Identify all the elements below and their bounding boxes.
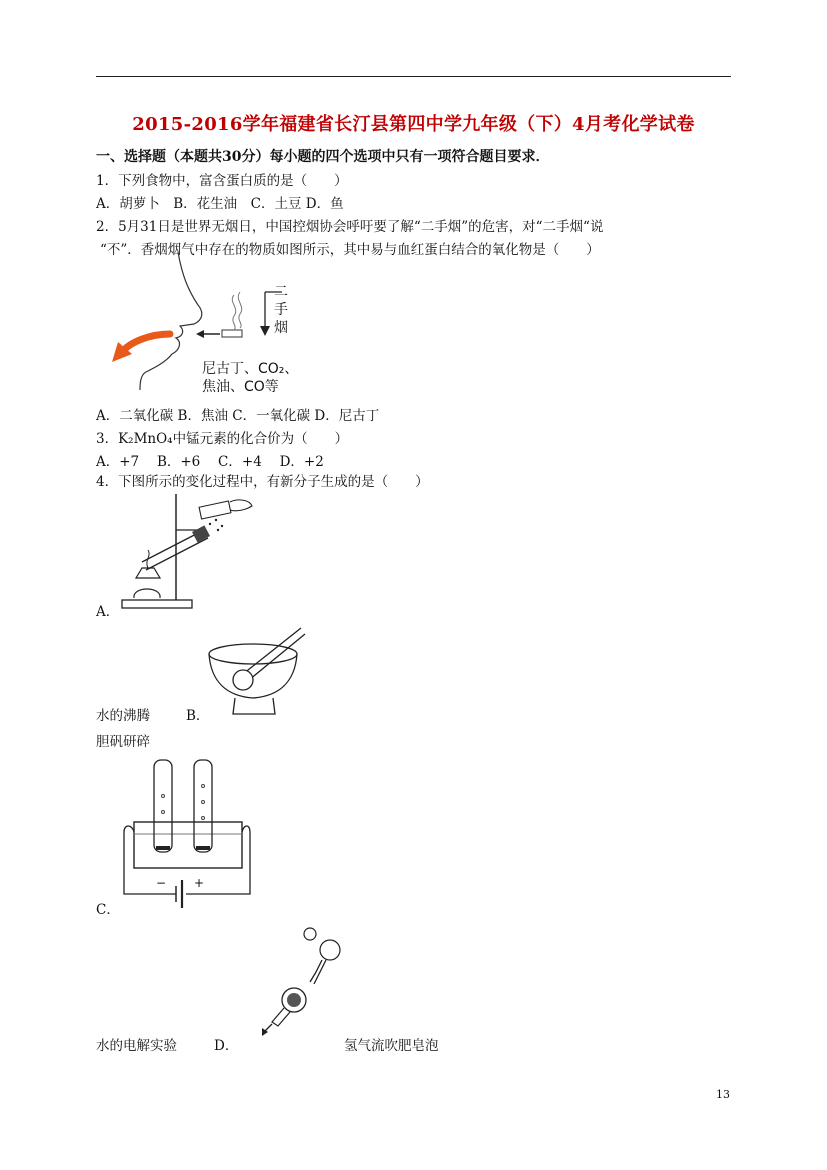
mortar-pestle — [205, 624, 305, 716]
label-char-2: 手 — [274, 302, 288, 318]
header-rule — [96, 76, 731, 77]
label-char-3: 烟 — [274, 320, 288, 336]
figure-caption-line1: 尼古丁、CO₂、 — [202, 361, 299, 377]
q3-options: A．+7 B．+6 C．+4 D．+2 — [96, 454, 324, 470]
q4-option-c-text: 水的电解实验 — [96, 1038, 177, 1054]
q4-option-b-text: 胆矾研碎 — [96, 734, 150, 750]
q3-stem: 3．K₂MnO₄中锰元素的化合价为（ ） — [96, 431, 349, 447]
q2-stem-line2: “不”．香烟烟气中存在的物质如图所示，其中易与血红蛋白结合的氧化物是（ ） — [100, 242, 600, 258]
page-number: 13 — [716, 1088, 730, 1101]
q2-stem-line1: 2．5月31日是世界无烟日，中国控烟协会呼吁要了解“二手烟”的危害，对“二手烟“说 — [96, 219, 604, 235]
q4-option-d-text: 氢气流吹肥皂泡 — [344, 1038, 439, 1054]
q4-option-b-letter: B． — [186, 708, 210, 724]
q4-option-c-letter: C． — [96, 902, 120, 918]
page-title: 2015-2016学年福建省长汀县第四中学九年级（下）4月考化学试卷 — [132, 114, 695, 135]
q1-stem: 1．下列食物中，富含蛋白质的是（ ） — [96, 173, 348, 189]
q4-option-a-letter: A． — [96, 604, 120, 620]
section-heading: 一、选择题（本题共30分）每小题的四个选项中只有一项符合题目要求． — [96, 149, 550, 165]
q2-options: A．二氧化碳 B．焦油 C．一氧化碳 D．尼古丁 — [96, 408, 380, 424]
electrolysis-apparatus — [120, 756, 252, 912]
label-char-1: 二 — [274, 284, 288, 300]
q1-options: A．胡萝卜 B．花生油 C．土豆 D．鱼 — [96, 196, 344, 212]
battery-minus: − — [156, 876, 167, 890]
battery-plus: + — [194, 876, 205, 890]
q4-stem: 4．下图所示的变化过程中，有新分子生成的是（ ） — [96, 474, 429, 490]
q4-option-a-text: 水的沸腾 — [96, 708, 150, 724]
figure-caption-line2: 焦油、CO等 — [202, 379, 279, 395]
boiling-water-apparatus — [118, 490, 258, 612]
soap-bubble-apparatus — [258, 920, 348, 1036]
second-hand-smoke-label — [274, 283, 288, 337]
q4-option-d-letter: D． — [214, 1038, 239, 1054]
